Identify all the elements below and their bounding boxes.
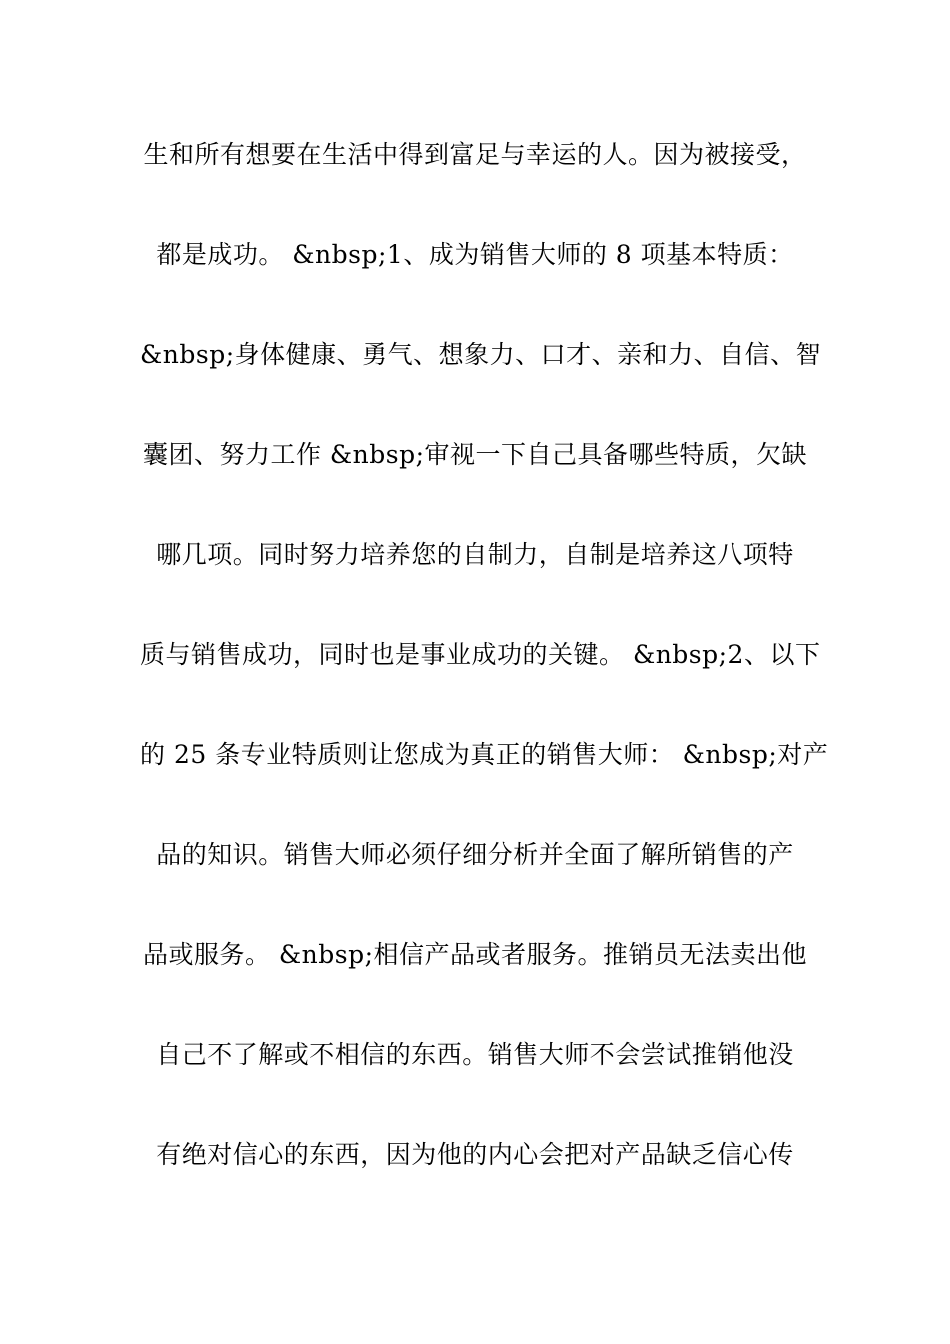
body-text (140, 125, 829, 1225)
text-line-1: 生和所有想要在生活中得到富足与幸运的人。因为被接受， (143, 140, 807, 169)
text-line-8: 品的知识。销售大师必须仔细分析并全面了解所销售的产 (156, 840, 794, 869)
text-line-9: 品或服务。 &nbsp;相信产品或者服务。推销员无法卖出他 (142, 940, 808, 969)
text-line-3: &nbsp;身体健康、勇气、想象力、口才、亲和力、自信、智 (140, 340, 822, 369)
text-line-4: 囊团、努力工作 &nbsp;审视一下自己具备哪些特质，欠缺 (142, 440, 808, 469)
text-line-7: 的 25 条专业特质则让您成为真正的销售大师： &nbsp;对产 (140, 740, 829, 769)
text-line-10: 自己不了解或不相信的东西。销售大师不会尝试推销他没 (156, 1040, 794, 1069)
text-line-5: 哪几项。同时努力培养您的自制力，自制是培养这八项特 (156, 540, 794, 569)
text-line-11: 有绝对信心的东西，因为他的内心会把对产品缺乏信心传 (156, 1140, 794, 1169)
text-line-2: 都是成功。 &nbsp;1、成为销售大师的 8 项基本特质： (156, 240, 794, 269)
text-line-6: 质与销售成功，同时也是事业成功的关键。 &nbsp;2、以下 (140, 640, 821, 669)
